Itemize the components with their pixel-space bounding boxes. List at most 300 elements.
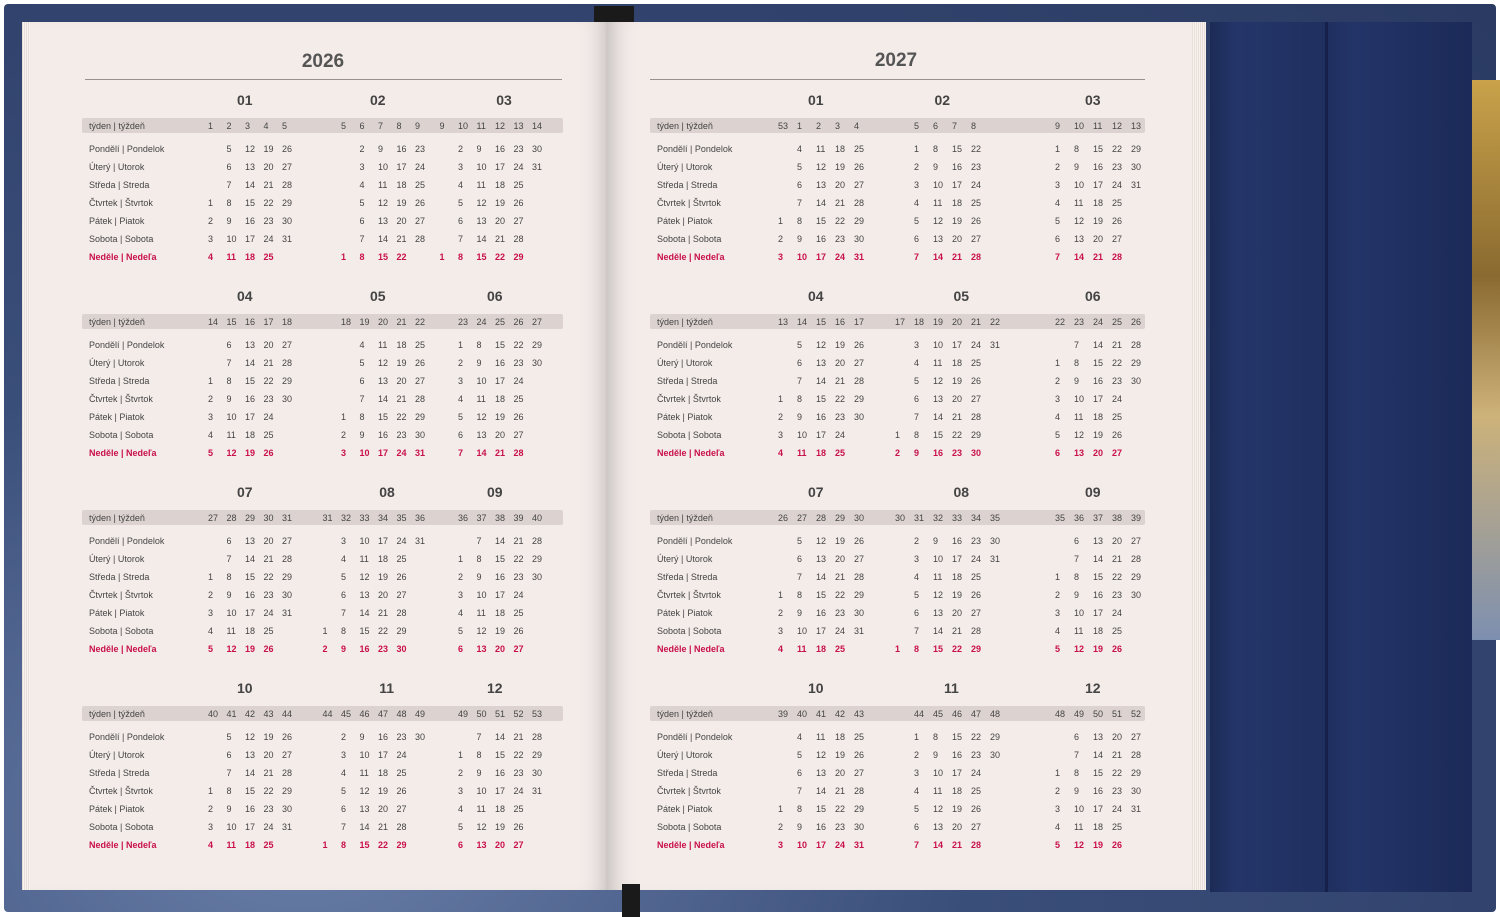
day-number: 17 [378, 448, 389, 458]
day-number: 30 [532, 768, 543, 778]
day-number: 3 [1055, 394, 1061, 404]
day-number: 10 [476, 162, 487, 172]
day-number: 16 [245, 216, 256, 226]
day-number: 24 [835, 252, 846, 262]
day-number: 29 [1131, 144, 1142, 154]
day-number: 18 [835, 144, 846, 154]
day-number: 13 [816, 358, 827, 368]
day-number: 4 [914, 786, 920, 796]
day-number: 8 [914, 644, 920, 654]
day-number: 19 [835, 340, 846, 350]
day-number: 3 [458, 590, 464, 600]
day-number: 1 [322, 626, 328, 636]
day-number: 20 [952, 234, 963, 244]
day-number: 26 [415, 198, 426, 208]
week-number: 40 [208, 709, 219, 719]
day-number: 13 [245, 536, 256, 546]
day-label: Sobota | Sobota [657, 626, 722, 636]
day-number: 19 [378, 786, 389, 796]
day-number: 8 [341, 626, 347, 636]
day-number: 6 [1055, 234, 1061, 244]
week-number: 10 [458, 121, 469, 131]
day-number: 30 [1131, 376, 1142, 386]
month-title: 01 [237, 92, 253, 108]
day-number: 25 [513, 180, 524, 190]
day-number: 6 [1074, 732, 1080, 742]
day-number: 7 [1074, 750, 1080, 760]
day-number: 12 [933, 590, 944, 600]
day-number: 22 [263, 376, 274, 386]
day-number: 31 [415, 448, 426, 458]
day-label: Neděle | Nedeľa [657, 252, 725, 262]
day-number: 15 [816, 804, 827, 814]
day-number: 16 [952, 750, 963, 760]
day-label: Neděle | Nedeľa [89, 840, 157, 850]
day-number: 17 [1093, 804, 1104, 814]
day-number: 15 [1093, 768, 1104, 778]
day-number: 11 [226, 626, 236, 636]
month-title: 09 [487, 484, 503, 500]
day-label: Úterý | Utorok [89, 554, 145, 564]
day-number: 11 [378, 340, 388, 350]
day-number: 12 [933, 376, 944, 386]
day-number: 5 [208, 448, 214, 458]
day-number: 12 [816, 340, 827, 350]
day-number: 4 [458, 394, 464, 404]
week-number: 17 [854, 317, 865, 327]
day-label: Sobota | Sobota [657, 430, 722, 440]
year-title-2027: 2027 [874, 50, 918, 71]
day-number: 24 [1112, 608, 1123, 618]
day-number: 16 [495, 144, 506, 154]
day-number: 27 [513, 216, 524, 226]
day-number: 1 [322, 840, 328, 850]
day-number: 28 [971, 412, 982, 422]
day-number: 10 [933, 340, 944, 350]
day-number: 27 [513, 840, 524, 850]
day-number: 24 [1112, 394, 1123, 404]
week-number: 23 [458, 317, 469, 327]
day-number: 10 [359, 448, 370, 458]
day-number: 24 [971, 554, 982, 564]
day-number: 23 [1112, 590, 1123, 600]
day-number: 2 [778, 412, 784, 422]
week-number: 34 [378, 513, 389, 523]
day-number: 26 [263, 644, 274, 654]
day-number: 30 [282, 590, 293, 600]
day-number: 30 [854, 412, 865, 422]
week-number: 21 [971, 317, 982, 327]
week-number: 45 [341, 709, 352, 719]
day-number: 5 [226, 144, 232, 154]
day-number: 23 [1112, 786, 1123, 796]
day-number: 18 [378, 554, 389, 564]
day-label: Sobota | Sobota [89, 430, 154, 440]
day-number: 17 [495, 162, 506, 172]
day-number: 2 [208, 804, 214, 814]
week-number: 25 [495, 317, 506, 327]
day-number: 29 [854, 804, 865, 814]
week-number: 19 [359, 317, 370, 327]
day-number: 9 [1074, 162, 1080, 172]
day-number: 16 [1093, 376, 1104, 386]
day-number: 9 [359, 430, 365, 440]
week-label: týden | týždeň [89, 513, 145, 523]
month-title: 06 [1085, 288, 1101, 304]
day-number: 27 [971, 394, 982, 404]
day-number: 19 [378, 572, 389, 582]
week-number: 5 [914, 121, 920, 131]
day-number: 30 [1131, 590, 1142, 600]
day-number: 26 [282, 144, 293, 154]
day-number: 16 [952, 162, 963, 172]
day-label: Čtvrtek | Štvrtok [657, 590, 721, 600]
day-number: 28 [396, 822, 407, 832]
day-label: Středa | Streda [89, 376, 150, 386]
day-number: 27 [854, 768, 865, 778]
week-header-bar [650, 118, 1145, 133]
day-number: 26 [854, 340, 865, 350]
day-number: 25 [396, 554, 407, 564]
day-number: 30 [532, 358, 543, 368]
month-title: 07 [237, 484, 253, 500]
week-number: 36 [1074, 513, 1085, 523]
day-number: 14 [816, 786, 827, 796]
week-number: 35 [396, 513, 407, 523]
day-number: 24 [396, 448, 407, 458]
day-number: 4 [208, 430, 214, 440]
day-number: 19 [495, 412, 506, 422]
day-number: 10 [1074, 608, 1085, 618]
day-number: 23 [415, 144, 426, 154]
week-number: 1 [797, 121, 803, 131]
week-number: 12 [1112, 121, 1123, 131]
day-number: 17 [952, 554, 963, 564]
day-number: 24 [263, 822, 274, 832]
day-number: 29 [1131, 768, 1142, 778]
day-number: 9 [914, 448, 920, 458]
day-number: 21 [263, 358, 274, 368]
day-number: 23 [378, 644, 389, 654]
day-number: 6 [914, 608, 920, 618]
day-number: 3 [208, 608, 214, 618]
day-number: 19 [835, 162, 846, 172]
day-number: 8 [797, 394, 803, 404]
day-number: 29 [415, 412, 426, 422]
week-number: 22 [1055, 317, 1066, 327]
day-number: 17 [495, 786, 506, 796]
day-number: 21 [835, 198, 846, 208]
day-label: Neděle | Nedeľa [657, 840, 725, 850]
day-number: 18 [952, 198, 963, 208]
day-number: 8 [476, 750, 482, 760]
day-number: 14 [1093, 340, 1104, 350]
day-number: 29 [990, 732, 1001, 742]
day-number: 20 [1112, 732, 1123, 742]
day-number: 21 [378, 822, 389, 832]
day-number: 29 [513, 252, 524, 262]
day-number: 11 [476, 804, 486, 814]
day-number: 3 [778, 840, 784, 850]
day-number: 31 [854, 252, 865, 262]
day-number: 26 [854, 750, 865, 760]
day-number: 31 [1131, 180, 1142, 190]
day-number: 20 [1093, 448, 1104, 458]
day-label: Pátek | Piatok [657, 216, 713, 226]
day-number: 14 [816, 376, 827, 386]
day-number: 19 [396, 358, 407, 368]
day-number: 16 [816, 608, 827, 618]
day-number: 28 [1131, 340, 1142, 350]
week-number: 30 [895, 513, 906, 523]
week-number: 13 [778, 317, 789, 327]
day-number: 10 [226, 608, 237, 618]
week-number: 39 [513, 513, 524, 523]
day-number: 23 [835, 412, 846, 422]
day-number: 10 [797, 252, 808, 262]
day-number: 7 [914, 252, 920, 262]
day-number: 8 [1074, 572, 1080, 582]
day-number: 4 [458, 180, 464, 190]
day-number: 14 [495, 536, 506, 546]
day-number: 9 [933, 750, 939, 760]
day-number: 12 [359, 572, 370, 582]
day-number: 19 [263, 732, 274, 742]
day-number: 30 [415, 732, 426, 742]
day-number: 13 [476, 430, 487, 440]
day-number: 1 [914, 732, 920, 742]
day-number: 10 [226, 822, 237, 832]
day-number: 24 [415, 162, 426, 172]
cover-artwork [1470, 80, 1500, 640]
day-number: 6 [226, 162, 232, 172]
day-number: 23 [971, 750, 982, 760]
day-number: 8 [914, 430, 920, 440]
day-number: 30 [396, 644, 407, 654]
day-number: 30 [532, 144, 543, 154]
day-number: 16 [816, 822, 827, 832]
day-number: 25 [415, 340, 426, 350]
week-number: 14 [532, 121, 543, 131]
week-number: 22 [415, 317, 426, 327]
day-number: 11 [476, 180, 486, 190]
day-label: Čtvrtek | Štvrtok [657, 394, 721, 404]
day-number: 7 [1074, 554, 1080, 564]
day-number: 30 [415, 430, 426, 440]
day-number: 12 [245, 144, 256, 154]
day-number: 29 [532, 554, 543, 564]
month-title: 10 [237, 680, 253, 696]
day-number: 13 [359, 804, 370, 814]
day-number: 3 [914, 554, 920, 564]
week-number: 20 [378, 317, 389, 327]
week-number: 31 [914, 513, 925, 523]
day-number: 19 [245, 448, 256, 458]
week-number: 40 [797, 709, 808, 719]
day-number: 14 [378, 234, 389, 244]
day-number: 28 [282, 768, 293, 778]
day-number: 12 [378, 198, 389, 208]
year-rule [85, 79, 562, 80]
day-number: 27 [971, 234, 982, 244]
day-number: 27 [282, 750, 293, 760]
week-number: 41 [226, 709, 237, 719]
day-number: 13 [476, 644, 487, 654]
day-number: 3 [1055, 608, 1061, 618]
day-number: 15 [816, 590, 827, 600]
week-number: 15 [226, 317, 237, 327]
day-number: 24 [513, 376, 524, 386]
day-number: 11 [226, 430, 236, 440]
day-number: 20 [835, 554, 846, 564]
month-title: 02 [370, 92, 386, 108]
day-number: 9 [1074, 590, 1080, 600]
day-number: 21 [495, 448, 506, 458]
day-number: 26 [513, 412, 524, 422]
week-header-bar [82, 314, 563, 329]
day-number: 16 [1093, 590, 1104, 600]
day-number: 8 [226, 572, 232, 582]
day-number: 1 [914, 144, 920, 154]
day-number: 4 [1055, 626, 1061, 636]
day-number: 11 [1074, 198, 1084, 208]
day-number: 21 [263, 180, 274, 190]
day-number: 11 [933, 198, 943, 208]
day-number: 9 [476, 358, 482, 368]
day-number: 22 [971, 732, 982, 742]
day-number: 21 [378, 608, 389, 618]
day-number: 28 [971, 626, 982, 636]
day-number: 16 [378, 732, 389, 742]
day-number: 9 [1074, 376, 1080, 386]
month-title: 11 [379, 680, 395, 696]
day-number: 8 [933, 144, 939, 154]
day-number: 12 [245, 732, 256, 742]
day-number: 15 [245, 572, 256, 582]
day-number: 26 [971, 590, 982, 600]
day-number: 17 [396, 162, 407, 172]
day-number: 30 [990, 536, 1001, 546]
day-number: 12 [933, 216, 944, 226]
day-label: Neděle | Nedeľa [657, 448, 725, 458]
day-number: 15 [378, 252, 389, 262]
day-number: 27 [513, 430, 524, 440]
day-number: 19 [495, 198, 506, 208]
day-number: 31 [532, 162, 543, 172]
day-number: 7 [226, 358, 232, 368]
day-number: 23 [1112, 376, 1123, 386]
day-number: 14 [476, 234, 487, 244]
day-number: 6 [797, 358, 803, 368]
week-number: 26 [513, 317, 524, 327]
day-number: 25 [1112, 198, 1123, 208]
day-number: 16 [952, 536, 963, 546]
day-number: 12 [1074, 216, 1085, 226]
day-number: 16 [816, 234, 827, 244]
day-number: 23 [952, 448, 963, 458]
week-number: 47 [971, 709, 982, 719]
day-number: 25 [971, 198, 982, 208]
day-label: Pondělí | Pondelok [657, 144, 733, 154]
day-number: 17 [378, 750, 389, 760]
day-number: 24 [1112, 180, 1123, 190]
day-number: 1 [341, 412, 347, 422]
day-number: 16 [495, 358, 506, 368]
day-number: 22 [835, 394, 846, 404]
day-number: 14 [245, 180, 256, 190]
day-number: 7 [341, 608, 347, 618]
week-number: 30 [854, 513, 865, 523]
day-number: 13 [476, 840, 487, 850]
day-number: 10 [226, 234, 237, 244]
day-number: 9 [378, 144, 384, 154]
day-number: 2 [208, 394, 214, 404]
day-number: 29 [282, 198, 293, 208]
day-number: 9 [797, 608, 803, 618]
month-title: 06 [487, 288, 503, 304]
day-number: 2 [458, 572, 464, 582]
day-number: 28 [282, 180, 293, 190]
day-number: 29 [396, 840, 407, 850]
week-number: 4 [854, 121, 860, 131]
week-number: 13 [1131, 121, 1142, 131]
day-label: Pátek | Piatok [657, 804, 713, 814]
day-number: 17 [245, 412, 256, 422]
day-number: 3 [778, 626, 784, 636]
day-number: 11 [359, 768, 369, 778]
day-number: 21 [263, 554, 274, 564]
day-label: Pátek | Piatok [89, 216, 145, 226]
day-number: 28 [396, 608, 407, 618]
day-number: 15 [378, 412, 389, 422]
day-number: 13 [816, 180, 827, 190]
day-number: 12 [476, 198, 487, 208]
day-number: 7 [359, 234, 365, 244]
day-number: 1 [895, 644, 901, 654]
day-number: 13 [816, 554, 827, 564]
week-number: 1 [208, 121, 214, 131]
week-number: 3 [245, 121, 251, 131]
day-number: 31 [415, 536, 426, 546]
day-number: 19 [495, 822, 506, 832]
day-number: 13 [359, 590, 370, 600]
day-number: 10 [1074, 394, 1085, 404]
day-number: 13 [378, 376, 389, 386]
day-number: 2 [914, 536, 920, 546]
day-number: 31 [1131, 804, 1142, 814]
day-number: 8 [458, 252, 464, 262]
day-number: 7 [359, 394, 365, 404]
day-number: 12 [476, 412, 487, 422]
day-number: 27 [854, 358, 865, 368]
day-number: 31 [282, 608, 293, 618]
day-number: 5 [208, 644, 214, 654]
day-number: 6 [458, 430, 464, 440]
day-number: 14 [245, 554, 256, 564]
month-title: 12 [487, 680, 503, 696]
day-number: 2 [1055, 590, 1061, 600]
day-number: 31 [854, 626, 865, 636]
day-number: 4 [208, 252, 214, 262]
day-number: 8 [797, 804, 803, 814]
strap-fold [1325, 22, 1328, 892]
month-title: 01 [808, 92, 824, 108]
day-number: 20 [952, 394, 963, 404]
day-number: 17 [378, 536, 389, 546]
day-number: 24 [513, 590, 524, 600]
day-number: 6 [226, 536, 232, 546]
day-number: 25 [1112, 626, 1123, 636]
